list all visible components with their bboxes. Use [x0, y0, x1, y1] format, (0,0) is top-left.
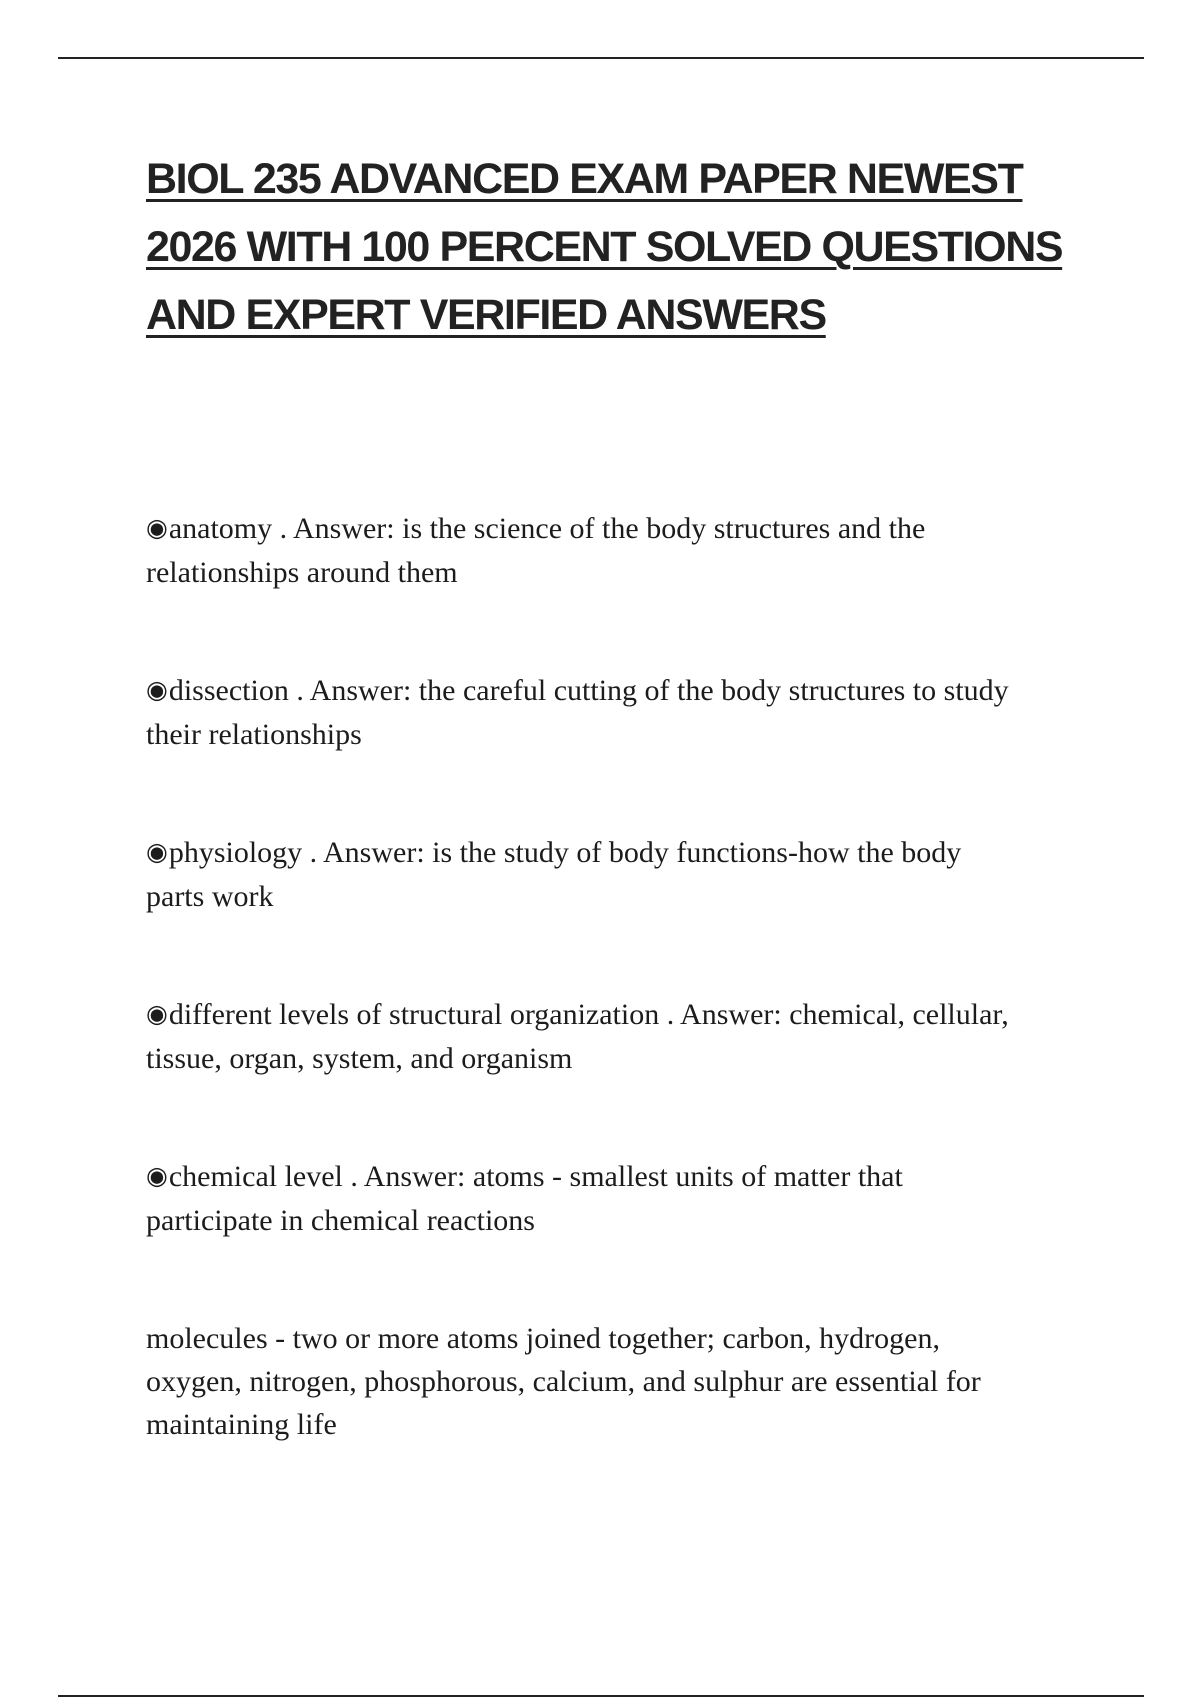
- qa-entry-dissection: [146, 669, 1106, 755]
- entry-line: [146, 831, 1106, 875]
- entry-line: parts work: [146, 880, 274, 913]
- entry-line: oxygen, nitrogen, phosphorous, calcium, and sulphur are essential for: [146, 1365, 981, 1398]
- bottom-rule: [58, 1695, 1144, 1697]
- qa-list: [146, 507, 1106, 1446]
- entry-line: [146, 993, 1106, 1037]
- entry-line: tissue, organ, system, and organism: [146, 1042, 573, 1075]
- entry-line: their relationships: [146, 718, 362, 751]
- entry-line: [146, 1155, 1106, 1199]
- bullet-icon: ◉: [146, 837, 168, 866]
- entry-line: [146, 669, 1106, 713]
- bullet-icon: ◉: [146, 675, 168, 704]
- qa-entry-anatomy: [146, 507, 1106, 593]
- entry-text: anatomy . Answer: is the science of the body structures and the: [168, 512, 926, 545]
- entry-line: maintaining life: [146, 1408, 337, 1441]
- entry-text: chemical level . Answer: atoms - smallest units of matter that: [168, 1160, 903, 1193]
- entry-line: participate in chemical reactions: [146, 1204, 535, 1237]
- title-line: AND EXPERT VERIFIED ANSWERS: [146, 291, 826, 339]
- bullet-icon: ◉: [146, 999, 168, 1028]
- title-line: BIOL 235 ADVANCED EXAM PAPER NEWEST: [146, 155, 1023, 203]
- entry-text: dissection . Answer: the careful cutting of the body structures to study: [168, 674, 1009, 707]
- molecules-paragraph: [146, 1317, 1106, 1446]
- qa-entry-chemical-level: [146, 1155, 1106, 1241]
- entry-text: different levels of structural organization . Answer: chemical, cellular,: [168, 998, 1009, 1031]
- entry-line: molecules - two or more atoms joined together; carbon, hydrogen,: [146, 1322, 940, 1355]
- qa-entry-physiology: [146, 831, 1106, 917]
- entry-line: relationships around them: [146, 556, 458, 589]
- document-title: [146, 145, 1106, 349]
- entry-line: [146, 507, 1106, 551]
- bullet-icon: ◉: [146, 1161, 168, 1190]
- title-line: 2026 WITH 100 PERCENT SOLVED QUESTIONS: [146, 223, 1063, 271]
- qa-entry-structural-levels: [146, 993, 1106, 1079]
- entry-text: physiology . Answer: is the study of body functions-how the body: [168, 836, 962, 869]
- bullet-icon: ◉: [146, 513, 168, 542]
- top-rule: [58, 57, 1144, 59]
